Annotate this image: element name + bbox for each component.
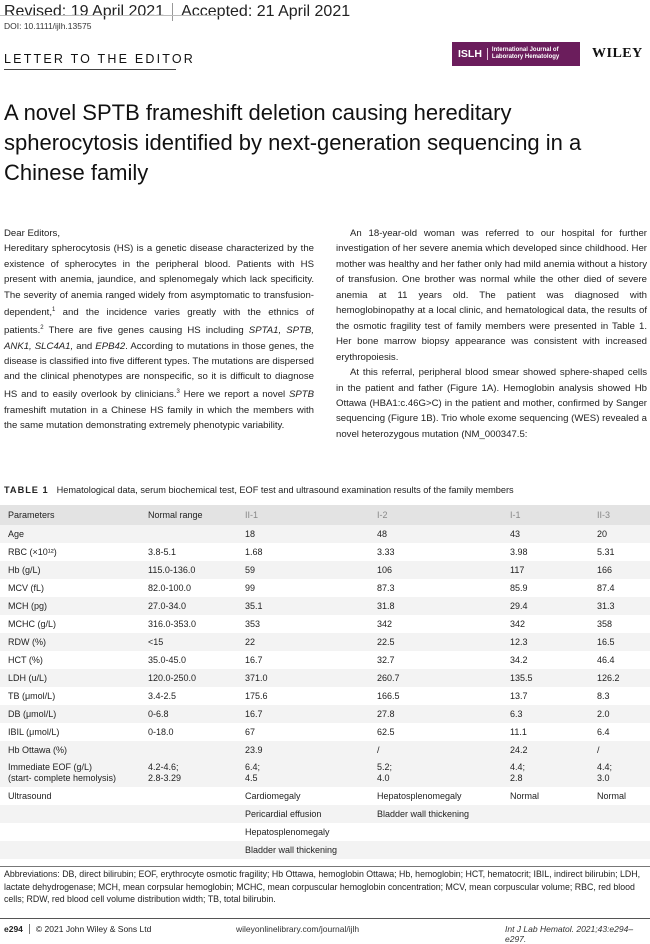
table-cell: Normal [597, 791, 627, 801]
article-title: A novel SPTB frameshift deletion causing hereditary spherocytosis identified by next-generation sequencing in a Chinese family [4, 100, 582, 185]
table-cell: 62.5 [377, 727, 395, 737]
table-cell [140, 841, 237, 859]
table-row [0, 561, 650, 579]
table-cell: 27.0-34.0 [140, 597, 237, 615]
table-row [0, 651, 650, 669]
table-row [0, 669, 650, 687]
table-row [0, 687, 650, 705]
table-cell [502, 823, 589, 841]
doi-link[interactable]: DOI: 10.1111/ijlh.13575 [4, 21, 92, 31]
table-cell: RBC (×10¹²) [8, 547, 57, 557]
table-bottom-rule [0, 866, 650, 867]
table-cell [369, 823, 502, 841]
table-cell: 342 [377, 619, 393, 629]
table-cell: Hepatosplenomegaly [245, 827, 330, 837]
table-cell: 59 [237, 561, 369, 579]
table-cell: 6.4; 4.5 [237, 759, 369, 787]
table-cell: Age [0, 525, 140, 543]
footer-left [4, 924, 151, 934]
accepted-date: Accepted: 21 April 2021 [181, 3, 351, 20]
table-cell: 16.7 [237, 705, 369, 723]
body-left-column [4, 226, 314, 433]
table-cell: 87.3 [377, 583, 395, 593]
table-row [0, 543, 650, 561]
table-caption-text: Hematological data, serum biochemical test, EOF test and ultrasound examination results of the family members [56, 485, 514, 495]
citation-1[interactable]: 1 [52, 307, 56, 314]
table-header-row [0, 505, 650, 525]
table-cell: 358 [597, 619, 613, 629]
revised-date: Revised: 19 April 2021 [4, 3, 173, 21]
islh-logo-text: ISLH [452, 48, 488, 60]
salutation: Dear Editors, [4, 228, 60, 239]
table-cell [140, 741, 237, 759]
table-cell: RDW (%) [0, 633, 140, 651]
section-underline [4, 69, 176, 70]
table-cell [140, 805, 237, 823]
table-cell: Cardiomegaly [245, 791, 301, 801]
intro-paragraph: Hereditary spherocytosis (HS) is a genetic disease characterized by the existence of spherocytes in the peripheral blood. Patients with HS present with anemia, jaundice, and splenomegaly which lack specificity. The severity of anemia ranged widely from asymptomatic to transfusion-dependent,$^1$ and the incidence varies greatly with the ethnics of patients.$^2$ There are five genes causing HS including SPTA1, SPTB, ANK1, SLC4A1, and EPB42. According to mutations in those genes, the disease is classified into five different types. The mutations are dispersed and the clinical phenotypes are nonspecific, so it is difficult to diagnose HS and to easily overlook by clinicians.$^3$ Here we report a novel SPTB frameshift mutation in a Chinese HS family in which the members with the same mutation demonstrating extremely phenotypic variability. [4, 243, 315, 431]
journal-logo[interactable] [452, 42, 580, 66]
table-cell: 342 [510, 619, 526, 629]
copyright: © 2021 John Wiley & Sons Ltd [35, 924, 152, 934]
table-cell: Immediate EOF (g/L) (start- complete hemolysis) [0, 759, 140, 787]
table-cell: <15 [140, 633, 237, 651]
table-cell: 82.0-100.0 [148, 583, 192, 593]
table-row [0, 805, 650, 823]
table-cell: 6.3 [502, 705, 589, 723]
table-cell: Hepatosplenomegaly [377, 791, 462, 801]
table-cell: 260.7 [369, 669, 502, 687]
abbreviations-note: Abbreviations: DB, direct bilirubin; EOF, erythrocyte osmotic fragility; Hb Ottawa, hemoglobin Ottawa; Hb, hemoglobin; HCT, hematocrit; IBIL, indirect bilirubin; LDH, lactate dehydrogenase; MCH, mean corpsular hemoglobin; MCHC, mean corpuscular hemoglobin concentration; MCV, mean corpuscular volume; RBC, red blood cells; RDW, red blood cell volume distribution width; TB, total bilirubin. [4, 869, 641, 904]
table-row [0, 579, 650, 597]
table-cell: 4.2-4.6; 2.8-3.29 [140, 759, 237, 787]
table-cell: 99 [245, 583, 256, 593]
table-cell: Hb (g/L) [0, 561, 140, 579]
table-cell: 46.4 [597, 655, 615, 665]
table-cell: 115.0-136.0 [140, 561, 237, 579]
table-cell: 27.8 [369, 705, 502, 723]
table-cell: IBIL (μmol/L) [8, 727, 60, 737]
table-row [0, 723, 650, 741]
table-cell: Bladder wall thickening [369, 805, 502, 823]
table-cell: 166 [589, 561, 650, 579]
table-cell: Bladder wall thickening [237, 841, 369, 859]
table-cell: 18 [237, 525, 369, 543]
table-row [0, 823, 650, 841]
table-cell: 67 [245, 727, 256, 737]
table-cell: 13.7 [510, 691, 528, 701]
table-cell: 126.2 [589, 669, 650, 687]
table-cell [502, 841, 589, 859]
table-cell [502, 805, 589, 823]
table-row [0, 633, 650, 651]
table-cell: MCH (pg) [0, 597, 140, 615]
header-normal-range: Normal range [140, 505, 237, 525]
table-cell: 20 [589, 525, 650, 543]
table-cell: MCV (fL) [8, 583, 44, 593]
publisher-logo[interactable]: WILEY [592, 46, 643, 61]
table-cell [140, 787, 237, 805]
citation-2[interactable]: 2 [40, 324, 44, 331]
table-row [0, 597, 650, 615]
table-cell: 34.2 [510, 655, 528, 665]
table-cell: 3.33 [377, 547, 395, 557]
table-cell: 35.1 [237, 597, 369, 615]
table-row [0, 759, 650, 787]
table-cell [589, 841, 650, 859]
body-right-column [336, 226, 647, 442]
table-cell: 31.8 [369, 597, 502, 615]
header-ii-3: II-3 [589, 505, 650, 525]
table-cell [0, 805, 140, 823]
table-cell: 6.4 [597, 727, 610, 737]
table-cell: 32.7 [377, 655, 395, 665]
table-cell: 11.1 [510, 727, 527, 737]
table-cell: 371.0 [237, 669, 369, 687]
journal-name [488, 47, 559, 62]
table-cell: 106 [369, 561, 502, 579]
footer-divider [0, 918, 650, 919]
table-row [0, 841, 650, 859]
table-cell [140, 525, 237, 543]
table-row [0, 525, 650, 543]
table-cell: 23.9 [237, 741, 369, 759]
table-cell: 35.0-45.0 [148, 655, 187, 665]
table-cell: 5.2; 4.0 [369, 759, 502, 787]
table-cell: DB (μmol/L) [0, 705, 140, 723]
table-cell: 43 [502, 525, 589, 543]
table-cell: LDH (u/L) [0, 669, 140, 687]
table-cell: 4.4; 3.0 [589, 759, 650, 787]
table-cell: Ultrasound [8, 791, 52, 801]
table-cell: 3.8-5.1 [148, 547, 177, 557]
table-row [0, 615, 650, 633]
table-cell: 24.2 [502, 741, 589, 759]
article-dates [4, 3, 366, 21]
citation-text: Int J Lab Hematol. 2021;43:e294–e297. [505, 924, 634, 944]
table-cell: 117 [502, 561, 589, 579]
section-label: LETTER TO THE EDITOR [4, 52, 196, 66]
table-cell: 353 [245, 619, 261, 629]
table-cell: 0-18.0 [148, 727, 174, 737]
table-label: TABLE 1 [4, 485, 49, 495]
table-cell: 1.68 [245, 547, 263, 557]
table-cell: 16.7 [245, 655, 263, 665]
table-cell: TB (μmol/L) [8, 691, 56, 701]
table-cell: / [369, 741, 502, 759]
journal-url[interactable]: wileyonlinelibrary.com/journal/ijlh [236, 924, 360, 934]
journal-name-line2: Laboratory Hematology [491, 54, 560, 60]
table-cell: 29.4 [502, 597, 589, 615]
findings-paragraph: At this referral, peripheral blood smear showed sphere-shaped cells in the patient and father (Figure 1A). Hemoglobin analysis showed Hb Ottawa (HBA1:c.46G>C) in the patient and mother, confirmed by Sanger sequencing (Figure 1B). Trio whole exome sequencing (WES) revealed a novel heterozygous mutation (NM_000347.5: [336, 367, 647, 440]
table-cell: 48 [369, 525, 502, 543]
table-cell: 316.0-353.0 [148, 619, 197, 629]
case-paragraph: An 18-year-old woman was referred to our hospital for further investigation of her severe anemia which developed since childhood. Her mother was healthy and her father only had mild anemia without a history of transfusion. One brother was normal while the other died of severe anemia at 11 years old. The patient was diagnosed with hemoglobinopathy at a local clinic, and hematological data, the results of the osmotic fragility test of family members were presented in Table 1. Her bone marrow biopsy appearance was consistent with increased erythropoiesis. [336, 228, 647, 363]
table-cell: 175.6 [245, 691, 268, 701]
table-cell: 8.3 [597, 691, 610, 701]
table-cell: HCT (%) [8, 655, 43, 665]
table-caption [4, 485, 514, 495]
table-row [0, 787, 650, 805]
citation-3[interactable]: 3 [176, 388, 180, 395]
table-cell: Normal [510, 791, 540, 801]
table-cell: 4.4; 2.8 [502, 759, 589, 787]
table-cell: Pericardial effusion [237, 805, 369, 823]
header-i-1: I-1 [502, 505, 589, 525]
table-cell: 87.4 [597, 583, 615, 593]
header-ii-1: II-1 [237, 505, 369, 525]
table-cell: 166.5 [377, 691, 400, 701]
family-data-table [0, 505, 650, 859]
table-cell: MCHC (g/L) [8, 619, 57, 629]
table-cell: 31.3 [589, 597, 650, 615]
journal-name-line1: International Journal of [491, 46, 559, 53]
table-cell: 135.5 [502, 669, 589, 687]
page-number: e294 [4, 924, 23, 934]
table-cell: 5.31 [597, 547, 615, 557]
table-cell: 85.9 [510, 583, 528, 593]
table-cell: 3.98 [510, 547, 528, 557]
table-cell: Hb Ottawa (%) [0, 741, 140, 759]
table-cell [369, 841, 502, 859]
table-cell [140, 823, 237, 841]
table-cell: 0-6.8 [140, 705, 237, 723]
header-i-2: I-2 [369, 505, 502, 525]
table-cell: / [589, 741, 650, 759]
table-row [0, 741, 650, 759]
table-cell [0, 841, 140, 859]
table-cell: 3.4-2.5 [148, 691, 177, 701]
table-cell: 12.3 [502, 633, 589, 651]
table-cell: 2.0 [589, 705, 650, 723]
table-cell: 120.0-250.0 [140, 669, 237, 687]
table-row [0, 705, 650, 723]
table-cell [0, 823, 140, 841]
header-divider [0, 15, 220, 16]
table-cell: 22 [237, 633, 369, 651]
header-parameters: Parameters [0, 505, 140, 525]
table-cell: 22.5 [369, 633, 502, 651]
table-cell [589, 823, 650, 841]
table-cell [589, 805, 650, 823]
table-cell: 16.5 [589, 633, 650, 651]
